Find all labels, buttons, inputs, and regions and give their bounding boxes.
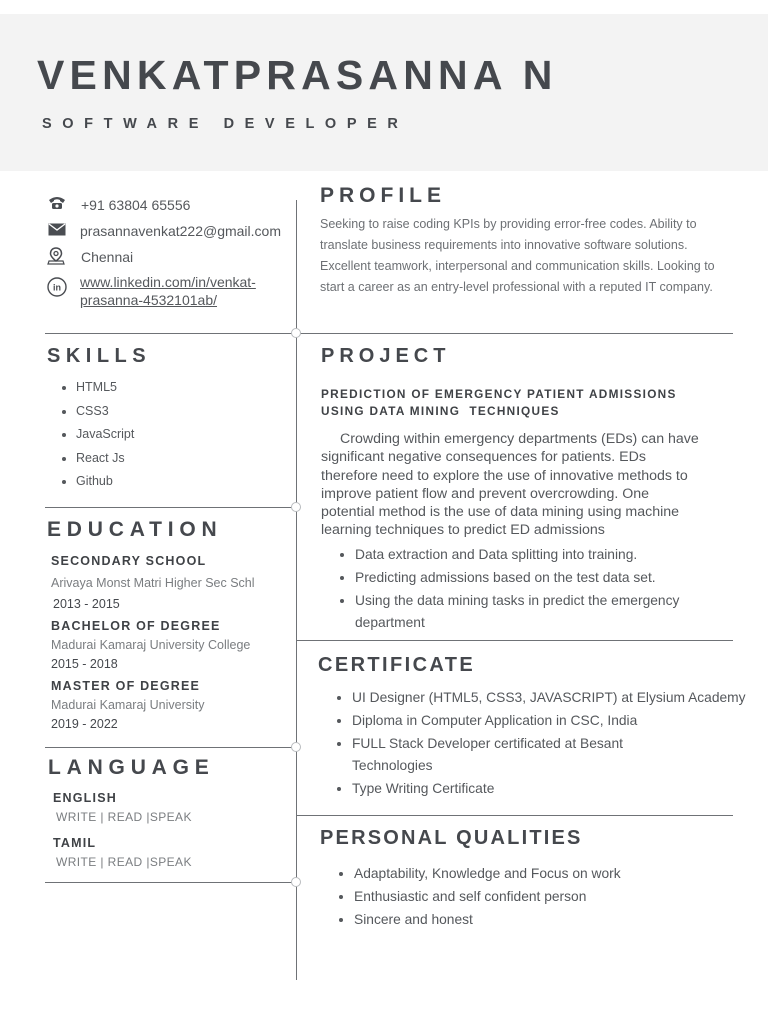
divider-certificate-qualities — [297, 815, 733, 816]
school-name: Madurai Kamaraj University College — [51, 638, 251, 652]
candidate-name: VENKATPRASANNA N — [37, 52, 558, 98]
job-title: SOFTWARE DEVELOPER — [42, 116, 409, 132]
education-heading: EDUCATION — [47, 518, 223, 541]
mail-icon — [48, 223, 66, 236]
degree-title: SECONDARY SCHOOL — [51, 554, 207, 568]
list-item: • Diploma in Computer Application in CSC, India — [352, 710, 682, 733]
linkedin-icon — [47, 277, 67, 297]
list-item: • React Js — [76, 447, 134, 471]
location-pin-icon — [47, 247, 65, 265]
profile-heading: PROFILE — [320, 184, 447, 207]
study-years: 2013 - 2015 — [53, 597, 120, 611]
svg-text:in: in — [53, 282, 61, 293]
project-description: Crowding within emergency departments (EDs) can have significant negative consequences for patients. EDs therefore need to explore the use of innovative methods to improve patient flow and prevent overcrowding. One potential method is the use of data mining using machine learning techniques to predict ED admissions — [321, 431, 699, 539]
timeline-dot — [291, 742, 301, 752]
project-points — [321, 544, 705, 635]
school-name: Arivaya Monst Matri Higher Sec Schl — [51, 576, 255, 590]
skills-heading: SKILLS — [47, 345, 152, 367]
language-heading: LANGUAGE — [48, 756, 215, 779]
linkedin-link[interactable]: www.linkedin.com/in/venkat- prasanna-4532101ab/ — [80, 274, 256, 308]
phone-number: +91 63804 65556 — [81, 197, 191, 213]
list-item: • Predicting admissions based on the test data set. — [355, 567, 705, 590]
certificate-heading: CERTIFICATE — [318, 654, 476, 676]
list-item: • Data extraction and Data splitting into training. — [355, 544, 705, 567]
qualities-list — [320, 863, 754, 931]
language-name: ENGLISH — [53, 791, 117, 805]
language-name: TAMIL — [53, 836, 97, 850]
timeline-dot — [291, 877, 301, 887]
list-item: • Github — [76, 470, 134, 494]
skills-list — [46, 376, 134, 494]
qualities-heading: PERSONAL QUALITIES — [320, 827, 583, 849]
language-abilities: WRITE | READ |SPEAK — [56, 810, 192, 824]
certificate-list — [318, 687, 746, 801]
column-divider — [296, 200, 297, 980]
divider-language-end — [45, 882, 296, 883]
degree-title: MASTER OF DEGREE — [51, 679, 201, 693]
school-name: Madurai Kamaraj University — [51, 698, 205, 712]
list-item: • UI Designer (HTML5, CSS3, JAVASCRIPT) at Elysium Academy — [352, 687, 682, 710]
divider-skills-education — [45, 507, 296, 508]
list-item: • Enthusiastic and self confident person — [354, 886, 754, 909]
list-item: • Using the data mining tasks in predict the emergency department — [355, 590, 705, 636]
divider-education-language — [45, 747, 296, 748]
phone-icon — [47, 195, 67, 211]
list-item: • Adaptability, Knowledge and Focus on work — [354, 863, 754, 886]
list-item: • FULL Stack Developer certificated at Besant Technologies — [352, 733, 682, 779]
study-years: 2015 - 2018 — [51, 657, 118, 671]
divider-profile-skills — [45, 333, 733, 334]
study-years: 2019 - 2022 — [51, 717, 118, 731]
profile-summary: Seeking to raise coding KPIs by providing error-free codes. Ability to translate business requirements into innovative software solutions. Excellent teamwork, interpersonal and communication skills. Looking to start a career as an entry-level professional with a reputed IT company. — [320, 217, 715, 294]
project-heading: PROJECT — [321, 345, 451, 367]
list-item: • JavaScript — [76, 423, 134, 447]
list-item: • CSS3 — [76, 400, 134, 424]
project-name: PREDICTION OF EMERGENCY PATIENT ADMISSIONS USING DATA MINING TECHNIQUES — [321, 387, 677, 418]
timeline-dot — [291, 328, 301, 338]
timeline-dot — [291, 502, 301, 512]
divider-project-certificate — [297, 640, 733, 641]
degree-title: BACHELOR OF DEGREE — [51, 619, 221, 633]
list-item: • Type Writing Certificate — [352, 778, 682, 801]
location: Chennai — [81, 249, 134, 265]
list-item: • Sincere and honest — [354, 909, 754, 932]
list-item: • HTML5 — [76, 376, 134, 400]
email-address[interactable]: prasannavenkat222@gmail.com — [80, 223, 281, 239]
language-abilities: WRITE | READ |SPEAK — [56, 855, 192, 869]
